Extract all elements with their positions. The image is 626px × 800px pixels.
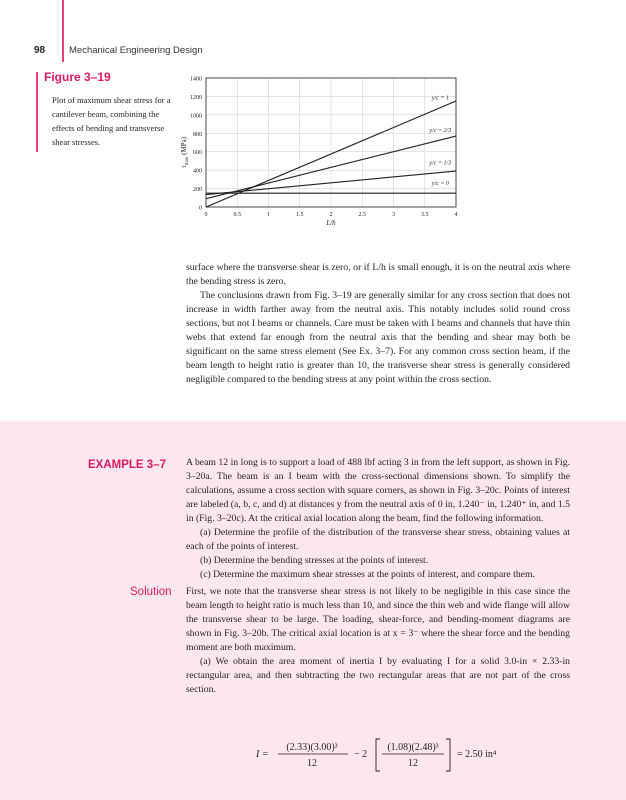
eq-lhs: I =	[256, 749, 269, 760]
eq-denominator-2: 12	[408, 758, 418, 769]
x-tick-label: 2	[329, 212, 333, 218]
eq-result: = 2.50 in⁴	[457, 749, 497, 760]
chart-grid	[206, 78, 456, 207]
figure-caption: Plot of maximum shear stress for a cantilever beam, combining the effects of bending and transverse shear stresses.	[52, 95, 171, 147]
body-paragraph-1: surface where the transverse shear is zero, or if L/h is small enough, it is on the neutral axis where the bending stress is zero.	[186, 262, 570, 287]
solution-paragraph-1: First, we note that the transverse shear stress is not likely to be negligible in this case since the beam length to height ratio is much less than 10, and since the thin web and wide flange will allow the transverse shear to be large. The loading, shear-force, and bending-moment diagrams are shown in Fig. 3–20b. The critical axial location is at x = 3⁻ where the shear force and the bending moment are both maximum.	[186, 586, 570, 653]
series-label: y/c = 1/3	[429, 160, 452, 167]
running-head: Mechanical Engineering Design	[69, 45, 203, 56]
x-tick-label: 2.5	[358, 212, 366, 218]
y-tick-label: 600	[193, 150, 202, 157]
example-text-block	[186, 456, 570, 582]
x-tick-label: 4	[454, 212, 458, 218]
y-tick-label: 200	[193, 187, 202, 194]
shear-stress-chart	[176, 70, 476, 230]
left-bracket	[376, 739, 380, 771]
x-tick-label: 0.5	[233, 212, 241, 218]
solution-label: Solution	[130, 586, 172, 598]
x-tick-label: 1	[267, 212, 270, 218]
series-label: y/c = 2/3	[429, 127, 452, 134]
right-bracket	[446, 739, 450, 771]
x-tick-label: 1.5	[296, 212, 304, 218]
eq-denominator-1: 12	[307, 758, 317, 769]
y-tick-label: 1000	[190, 113, 202, 120]
page-number: 98	[34, 45, 46, 56]
eq-numerator-2: (1.08)(2.48)³	[387, 742, 439, 753]
header-rule	[62, 0, 64, 62]
moment-of-inertia-equation	[250, 735, 610, 775]
solution-paragraph-2: (a) We obtain the area moment of inertia I by evaluating I for a solid 3.0-in × 2.33-in rectangular area, and then subtracting the two rectangular areas that are not part of the cross section.	[186, 656, 570, 695]
example-item-a: (a) Determine the profile of the distribution of the transverse shear stress, obtaining values at each of the points of interest.	[186, 527, 570, 552]
y-tick-label: 400	[193, 168, 202, 175]
body-paragraph-2: The conclusions drawn from Fig. 3–19 are generally similar for any cross section that does not increase in width farther away from the neutral axis. This notably includes solid round cross sections, but not I beams or channels. Care must be taken with I beams and channels that have thin webs that extend far enough from the neutral axis that the bending and shear may both be significant on the same stress element (See Ex. 3–7). For any common cross section beam, if the beam length to height ratio is greater than 10, the transverse shear stress is generally considered negligible compared to the bending stress at any point within the cross section.	[186, 290, 570, 385]
y-tick-label: 1400	[190, 76, 202, 83]
y-label-sub: max	[185, 156, 190, 166]
y-label-main: τ	[180, 165, 188, 169]
eq-minus-two: − 2	[354, 749, 368, 760]
example-item-b: (b) Determine the bending stresses at the points of interest.	[200, 555, 429, 566]
solution-text-block	[186, 585, 570, 697]
example-statement: A beam 12 in long is to support a load of 488 lbf acting 3 in from the left support, as shown in Fig. 3–20a. The beam is an I beam with the cross-sectional dimensions shown. To simplify the calculations, assume a cross section with square corners, as shown in Fig. 3–20c. Points of interest are labeled (a, b, c, and d) at distances y from the neutral axis of 0 in, 1.240⁻ in, 1.240⁺ in, and 1.5 in (Fig. 3–20c). At the critical axial location along the beam, find the following information.	[186, 457, 570, 524]
y-tick-label: 1200	[190, 94, 202, 101]
example-label: EXAMPLE 3–7	[88, 459, 166, 471]
figure-accent-bar	[36, 72, 38, 152]
chart-y-axis-label	[180, 136, 190, 168]
eq-numerator-1: (2.33)(3.00)³	[286, 742, 338, 753]
y-label-unit: (MPa)	[180, 136, 188, 157]
example-item-c: (c) Determine the maximum shear stresses at the points of interest, and compare them.	[200, 569, 535, 580]
y-tick-label: 800	[193, 131, 202, 138]
x-tick-label: 3.5	[421, 212, 429, 218]
chart-x-axis-label: L/h	[326, 219, 336, 227]
body-text-block	[186, 261, 570, 387]
series-label: y/c = 0	[431, 181, 449, 188]
x-tick-label: 0	[204, 212, 208, 218]
x-tick-label: 3	[392, 212, 395, 218]
series-label: y/c = 1	[431, 95, 449, 102]
y-tick-label: 0	[199, 205, 202, 212]
figure-label: Figure 3–19	[44, 70, 111, 84]
